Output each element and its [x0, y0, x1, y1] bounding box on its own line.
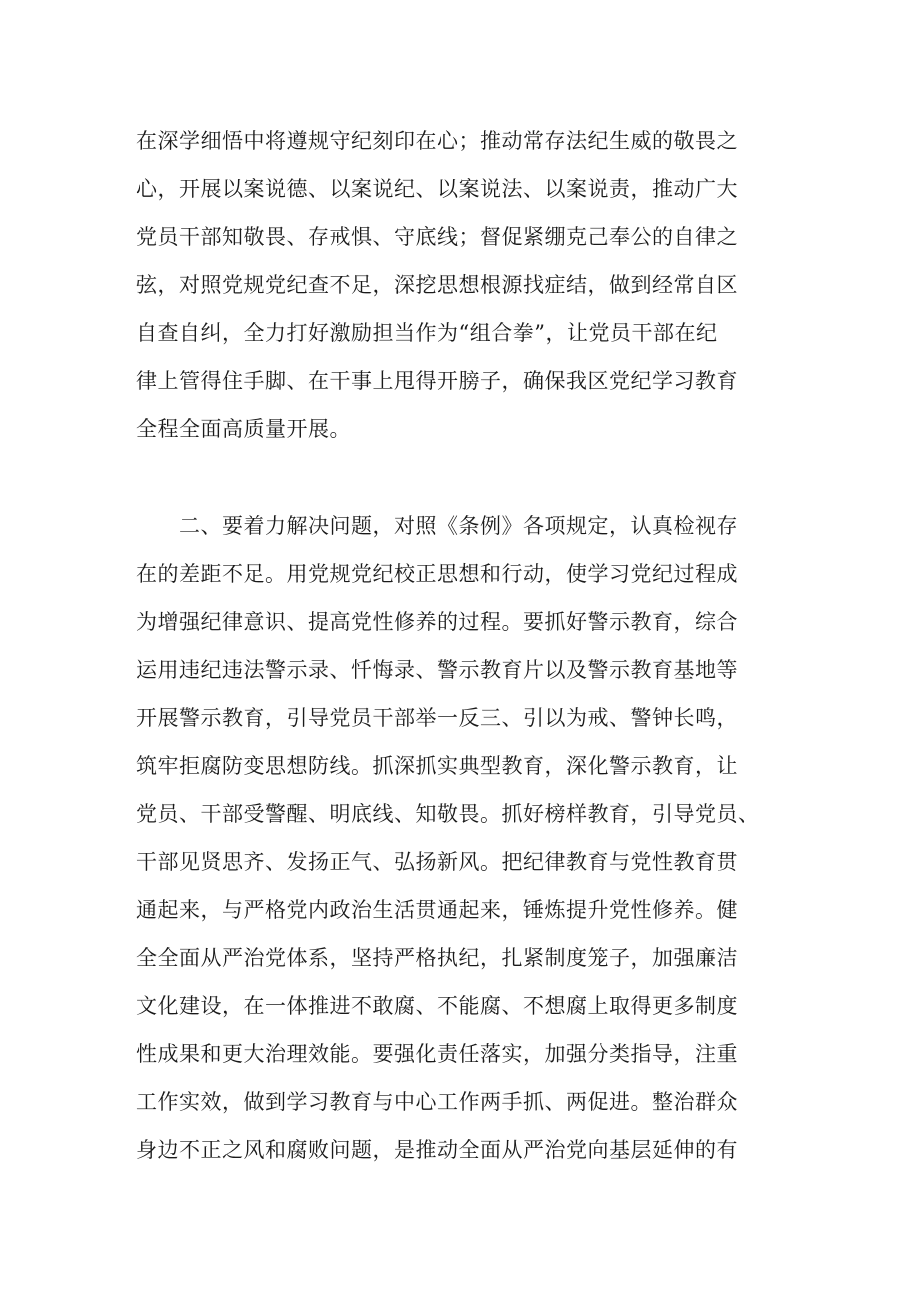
- text-line: 性成果和更大治理效能。要强化责任落实，加强分类指导，注重: [136, 1042, 738, 1066]
- paragraph-1: [136, 117, 796, 453]
- text-line: 在的差距不足。用党规党纪校正思想和行动，使学习党纪过程成: [136, 562, 738, 586]
- text-line: 筑牢拒腐防变思想防线。抓深抓实典型教育，深化警示教育，让: [136, 754, 738, 778]
- text-line: 为增强纪律意识、提高党性修养的过程。要抓好警示教育，综合: [136, 610, 738, 634]
- text-line: 自查自纠，全力打好激励担当作为“组合拳”，让党员干部在纪: [136, 321, 718, 345]
- text-line: 全全面从严治党体系，坚持严格执纪，扎紧制度笼子，加强廉洁: [136, 946, 738, 970]
- text-line: 身边不正之风和腐败问题，是推动全面从严治党向基层延伸的有: [136, 1138, 738, 1162]
- text-line: 二、要着力解决问题，对照《条例》各项规定，认真检视存: [136, 514, 738, 538]
- text-line: 党员干部知敬畏、存戒惧、守底线；督促紧绷克己奉公的自律之: [136, 225, 738, 249]
- text-line: 心，开展以案说德、以案说纪、以案说法、以案说责，推动广大: [136, 177, 738, 201]
- text-line: 开展警示教育，引导党员干部举一反三、引以为戒、警钟长鸣，: [136, 706, 738, 730]
- text-line: 工作实效，做到学习教育与中心工作两手抓、两促进。整治群众: [136, 1090, 738, 1114]
- text-line: 运用违纪违法警示录、忏悔录、警示教育片以及警示教育基地等: [136, 658, 738, 682]
- text-line: 文化建设，在一体推进不敢腐、不能腐、不想腐上取得更多制度: [136, 994, 738, 1018]
- paragraph-2: [136, 502, 796, 1174]
- text-line: 干部见贤思齐、发扬正气、弘扬新风。把纪律教育与党性教育贯: [136, 850, 738, 874]
- text-line: 在深学细悟中将遵规守纪刻印在心；推动常存法纪生威的敬畏之: [136, 129, 738, 153]
- text-line: 律上管得住手脚、在干事上甩得开膀子，确保我区党纪学习教育: [136, 369, 738, 393]
- text-line: 党员、干部受警醒、明底线、知敬畏。抓好榜样教育，引导党员、: [136, 802, 760, 826]
- text-line: 全程全面高质量开展。: [136, 417, 351, 441]
- text-line: 弦，对照党规党纪查不足，深挖思想根源找症结，做到经常自区: [136, 273, 738, 297]
- text-line: 通起来，与严格党内政治生活贯通起来，锤炼提升党性修养。健: [136, 898, 738, 922]
